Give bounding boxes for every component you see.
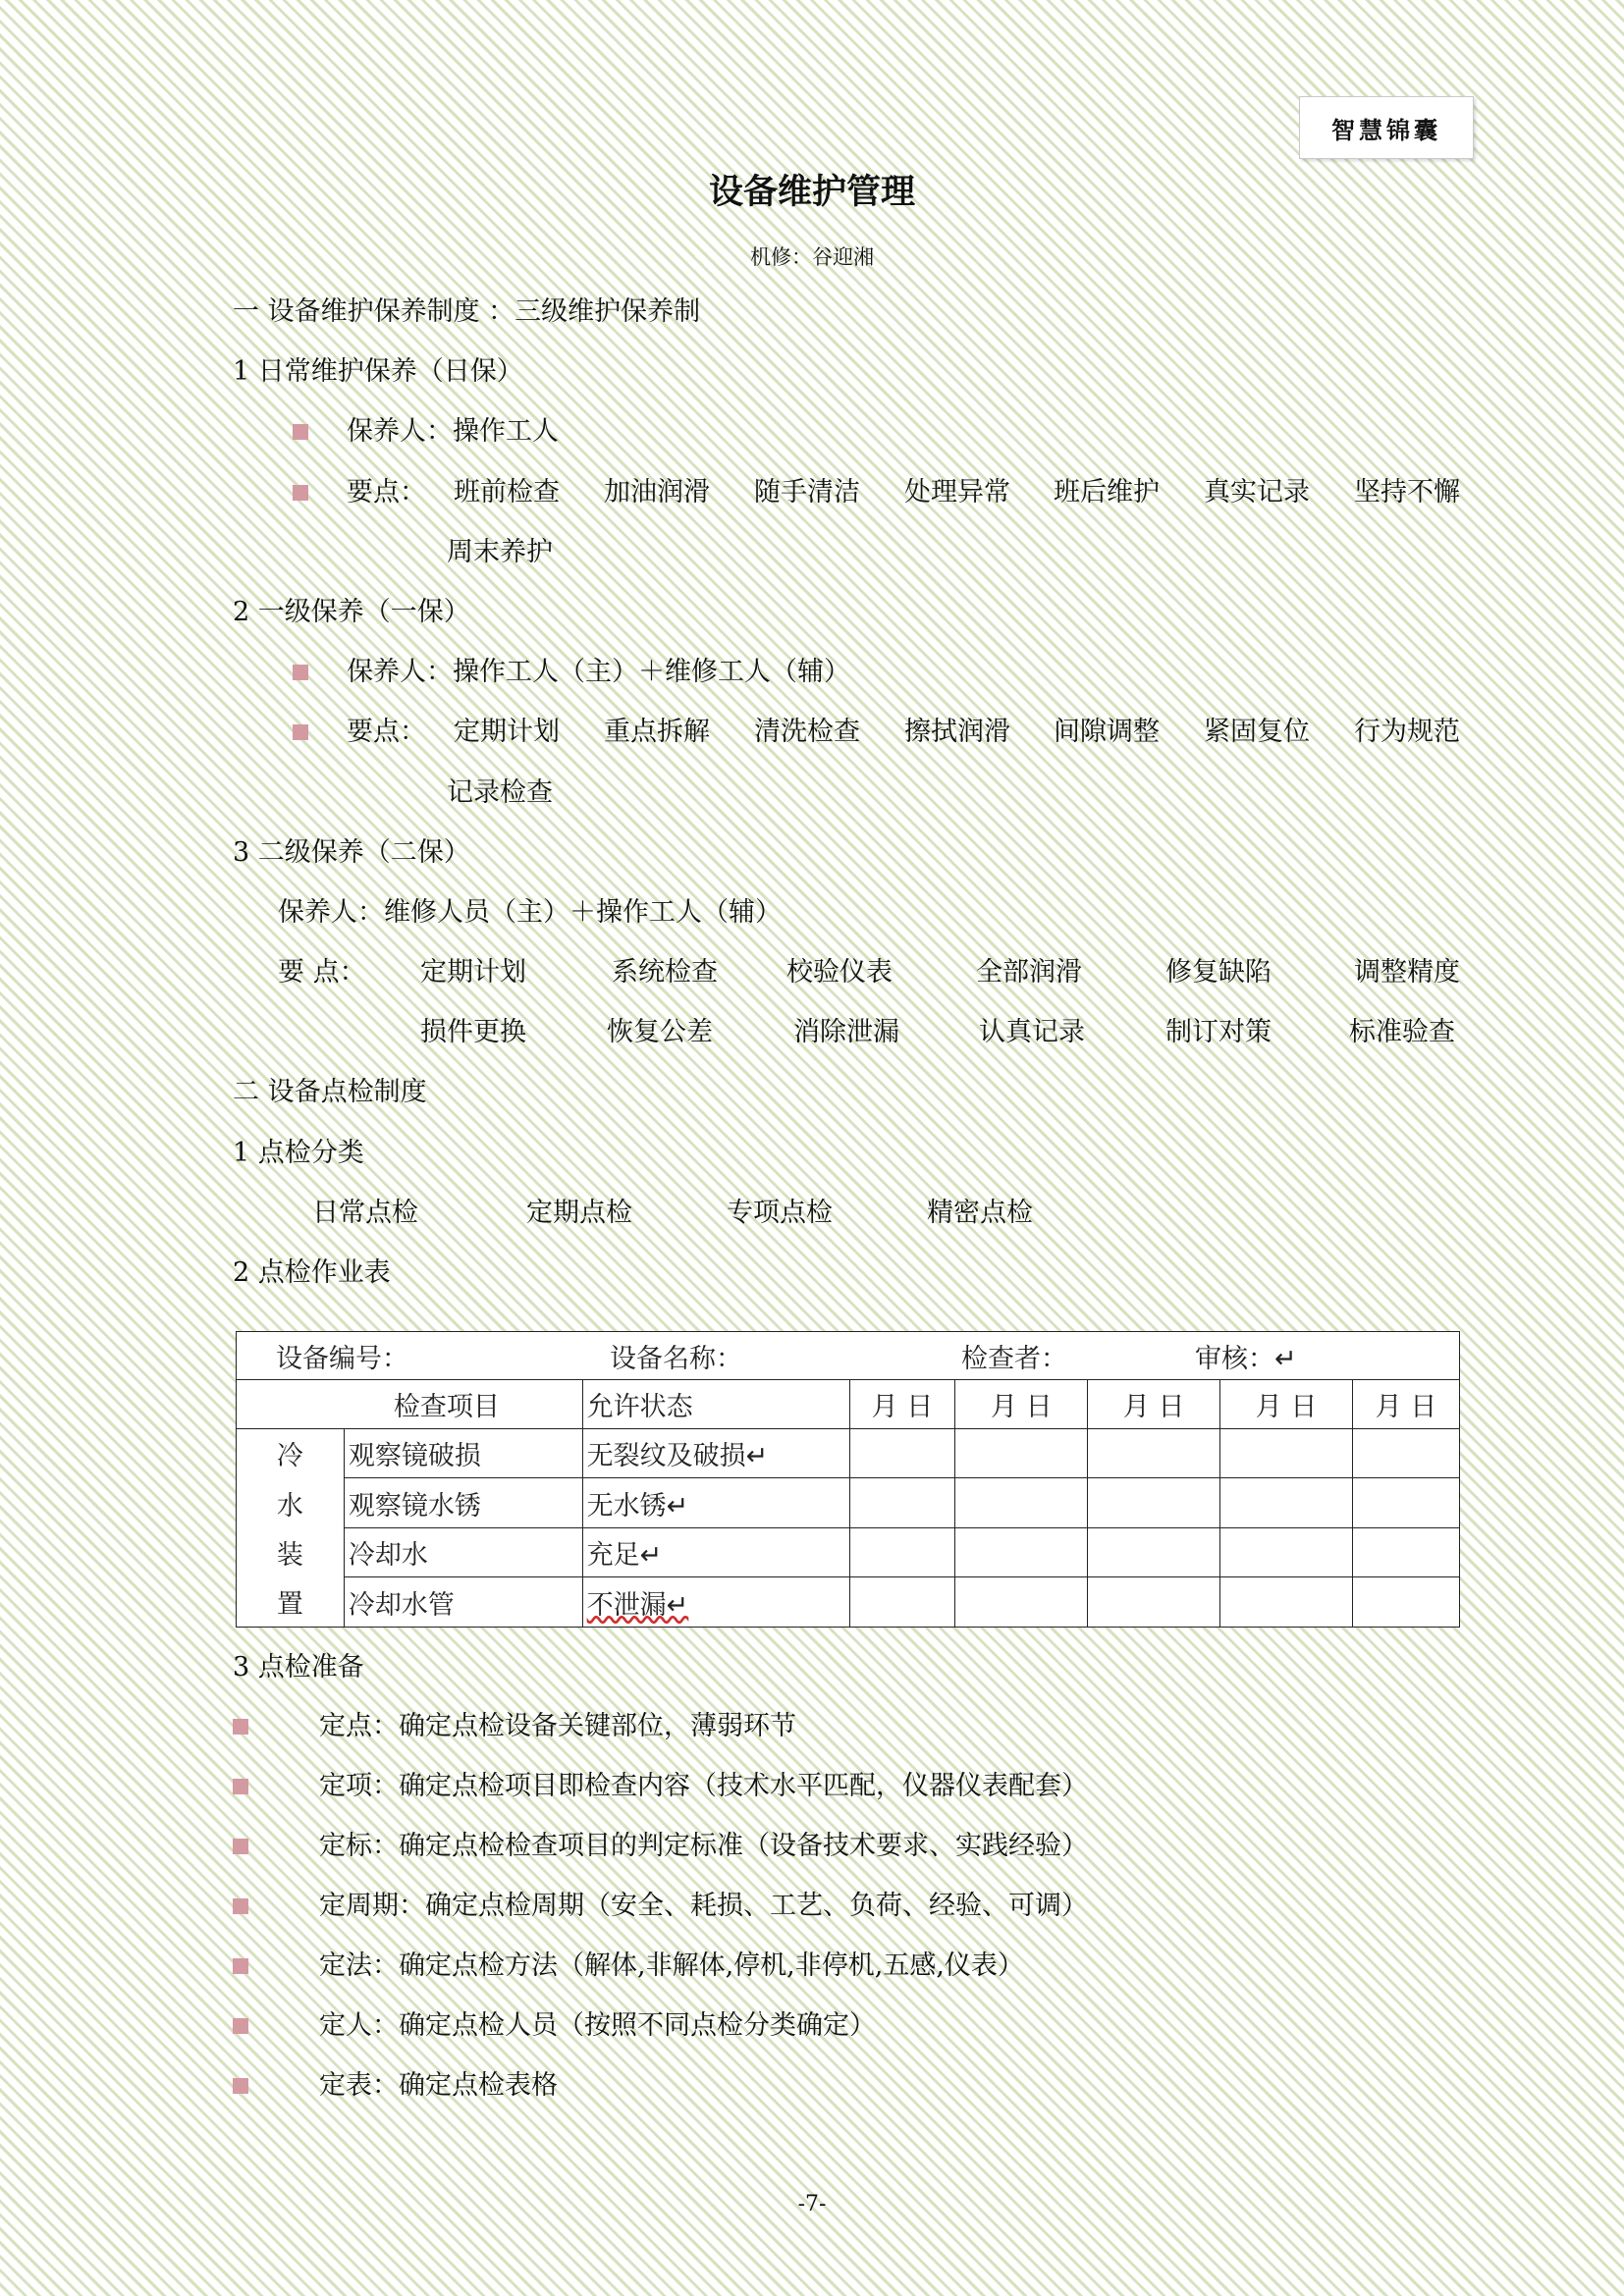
daily-point: 随手清洁: [754, 477, 860, 507]
second-level-person: 保养人：维修人员（主）＋操作工人（辅）: [278, 897, 782, 928]
group-char: 水: [237, 1478, 345, 1528]
daily-heading: 1 日常维护保养（日保）: [233, 356, 523, 387]
bullet-icon: [233, 1779, 248, 1794]
author-line: 机修：谷迎湘: [750, 245, 874, 269]
second-point: 调整精度: [1354, 957, 1460, 988]
second-point: 恢复公差: [607, 1017, 713, 1047]
first-point: 间隙调整: [1054, 717, 1160, 747]
second-point: 定期计划: [420, 957, 526, 988]
section-2-heading: 二 设备点检制度: [233, 1077, 427, 1107]
daily-point: 加油润滑: [604, 477, 710, 507]
prep-item: 定标：确定点检检查项目的判定标准（设备技术要求、实践经验）: [319, 1831, 1088, 1861]
equipment-code-label: 设备编号：: [276, 1343, 408, 1374]
reviewer-label: 审核：↵: [1195, 1343, 1297, 1374]
bullet-icon: [233, 2078, 248, 2094]
bullet-icon: [233, 2018, 248, 2034]
second-points-label: 要 点：: [278, 957, 366, 988]
second-point: 全部润滑: [976, 957, 1082, 988]
date-header: 月 日: [1353, 1380, 1460, 1428]
col-state-header: 允许状态: [582, 1380, 849, 1428]
bullet-icon: [233, 1958, 248, 1974]
classify-item: 专项点检: [727, 1198, 833, 1228]
inspection-table: [236, 1331, 1460, 1628]
bullet-icon: [293, 485, 308, 501]
row-state: 充足↵: [582, 1527, 849, 1577]
page-title: 设备维护管理: [708, 173, 915, 212]
daily-point: 真实记录: [1204, 477, 1310, 507]
prep-item: 定点：确定点检设备关键部位，薄弱环节: [319, 1711, 796, 1741]
table-row: [237, 1577, 1460, 1628]
daily-point: 处理异常: [904, 477, 1010, 507]
prep-item: 定表：确定点检表格: [319, 2070, 558, 2101]
group-char: 装: [237, 1527, 345, 1577]
table-row: [237, 1478, 1460, 1528]
first-points-label: 要点：: [347, 717, 426, 747]
prep-heading: 3 点检准备: [233, 1652, 364, 1682]
first-level-heading: 2 一级保养（一保）: [233, 597, 470, 627]
bullet-icon: [233, 1898, 248, 1914]
row-item: 冷却水: [344, 1527, 582, 1577]
bullet-icon: [233, 1719, 248, 1735]
row-item: 冷却水管: [344, 1577, 582, 1628]
classify-item: 定期点检: [526, 1198, 632, 1228]
daily-point: 班前检查: [454, 477, 560, 507]
second-point: 标准验查: [1349, 1017, 1455, 1047]
row-item: 观察镜水锈: [344, 1478, 582, 1528]
table-row: [237, 1428, 1460, 1478]
daily-person: 保养人：操作工人: [347, 416, 559, 447]
prep-item: 定人：确定点检人员（按照不同点检分类确定）: [319, 2010, 876, 2041]
bullet-icon: [293, 724, 308, 740]
second-point: 系统检查: [612, 957, 718, 988]
stamp-logo: 智慧锦囊: [1299, 96, 1474, 159]
prep-item: 定法：确定点检方法（解体,非解体,停机,非停机,五感,仪表）: [319, 1950, 1024, 1981]
first-level-person: 保养人：操作工人（主）＋维修工人（辅）: [347, 657, 850, 687]
prep-item: 定周期：确定点检周期（安全、耗损、工艺、负荷、经验、可调）: [319, 1891, 1088, 1921]
first-point: 紧固复位: [1204, 717, 1310, 747]
date-header: 月 日: [1088, 1380, 1220, 1428]
second-point: 损件更换: [420, 1017, 526, 1047]
row-state: 无裂纹及破损↵: [582, 1428, 849, 1478]
date-header: 月 日: [1220, 1380, 1353, 1428]
bullet-icon: [293, 665, 308, 680]
table-header-row: [237, 1380, 1460, 1428]
daily-point-cont: 周末养护: [447, 537, 553, 567]
date-header: 月 日: [849, 1380, 955, 1428]
second-point: 认真记录: [979, 1017, 1085, 1047]
prep-item: 定项：确定点检项目即检查内容（技术水平匹配，仪器仪表配套）: [319, 1771, 1088, 1801]
classify-heading: 1 点检分类: [233, 1138, 364, 1168]
group-char: 置: [237, 1577, 345, 1628]
row-state: 无水锈↵: [582, 1478, 849, 1528]
bullet-icon: [293, 424, 308, 440]
page-number: -7-: [797, 2192, 827, 2216]
row-state: 不泄漏↵: [582, 1577, 849, 1628]
checker-label: 检查者：: [961, 1343, 1067, 1374]
second-point: 消除泄漏: [793, 1017, 899, 1047]
second-level-heading: 3 二级保养（二保）: [233, 837, 470, 868]
daily-point: 班后维护: [1054, 477, 1160, 507]
row-item: 观察镜破损: [344, 1428, 582, 1478]
bullet-icon: [233, 1839, 248, 1854]
first-point: 行为规范: [1354, 717, 1460, 747]
col-item-header: 检查项目: [237, 1380, 583, 1428]
daily-points-label: 要点：: [347, 477, 426, 507]
date-header: 月 日: [955, 1380, 1088, 1428]
group-char: 冷: [237, 1428, 345, 1478]
equipment-name-label: 设备名称：: [610, 1343, 742, 1374]
first-point-cont: 记录检查: [447, 777, 553, 808]
classify-item: 日常点检: [312, 1198, 418, 1228]
second-point: 校验仪表: [786, 957, 893, 988]
section-1-heading: 一 设备维护保养制度 ：三级维护保养制: [233, 296, 701, 327]
first-point: 重点拆解: [604, 717, 710, 747]
classify-item: 精密点检: [927, 1198, 1033, 1228]
daily-point: 坚持不懈: [1354, 477, 1460, 507]
table-info-row: [237, 1332, 1460, 1380]
table-heading: 2 点检作业表: [233, 1257, 391, 1288]
first-point: 清洗检查: [754, 717, 860, 747]
first-point: 擦拭润滑: [904, 717, 1010, 747]
first-point: 定期计划: [454, 717, 560, 747]
second-point: 制订对策: [1165, 1017, 1272, 1047]
second-point: 修复缺陷: [1165, 957, 1272, 988]
table-row: [237, 1527, 1460, 1577]
